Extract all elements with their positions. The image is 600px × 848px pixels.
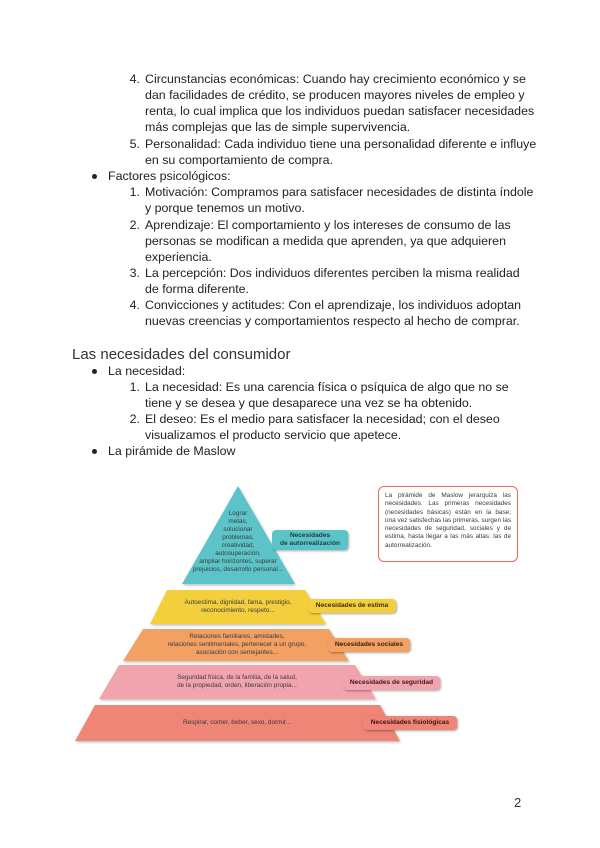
list-item-text: renta, lo cual implica que los individuos puedan satisfacer necesidades [145, 104, 535, 118]
section-heading: Las necesidades del consumidor [72, 346, 291, 363]
pyramid-note: La pirámide de Maslow jerarquiza las necesidades. Las primeras necesidades (necesidades básicas) están en la base; una vez satisfechas las primeras, surgen las necesidades de seguridad, sociales y de estima, hasta llegar a las más altas: las de autorrealización. [378, 486, 518, 562]
list-item-text: en su comportamiento de compra. [145, 153, 334, 167]
page-number: 2 [514, 795, 522, 810]
list-number: 1. [129, 380, 140, 394]
list-item-text: Convicciones y actitudes: Con el aprendizaje, los individuos adoptan [145, 298, 522, 312]
list-item-text: dan facilidades de crédito, se producen mayores niveles de empleo y [145, 88, 525, 102]
pyramid-text-fisiologicas: Respirar, comer, beber, sexo, dormir... [183, 719, 291, 726]
label-autorrealizacion: Necesidades de autorrealización [272, 530, 348, 550]
list-item-text: La necesidad: Es una carencia física o psíquica de algo que no se [145, 380, 509, 394]
list-item-text: de forma diferente. [145, 282, 250, 296]
list-item-text: Personalidad: Cada individuo tiene una personalidad diferente e influye [145, 137, 537, 151]
pyramid-text-autorrealizacion: Lograr metas, solucionar problemas, creatividad, autosuperación, ampliar horizontes, superar prejuicios, desarrollo personal... [192, 510, 284, 573]
list-number: 2. [129, 218, 140, 232]
list-item-text: Circunstancias económicas: Cuando hay crecimiento económico y se [145, 72, 526, 86]
list-item-text: experiencia. [145, 250, 212, 264]
list-item-text: La percepción: Dos individuos diferentes perciben la misma realidad [145, 266, 520, 280]
pyramid-text-seguridad: Seguridad física, de la familia, de la salud, de la propiedad, orden, liberación propia... [177, 674, 297, 689]
list-number: 2. [129, 412, 140, 426]
bullet-heading: Factores psicológicos: [108, 169, 231, 183]
list-item-text: personas se modifican a medida que aprenden, ya que adquieren [145, 234, 506, 248]
list-item-text: nuevas creencias y comportamientos respecto al hecho de comprar. [145, 314, 520, 328]
label-fisiologicas: Necesidades fisiológicas [363, 716, 457, 730]
label-estima: Necesidades de estima [308, 599, 396, 613]
list-item-text: visualizamos el producto servicio que apetece. [145, 428, 402, 442]
list-number: 4. [129, 72, 140, 86]
bullet-heading: La pirámide de Maslow [108, 444, 236, 458]
list-item-text: tiene y se desea y que desaparece una vez se ha obtenido. [145, 396, 473, 410]
list-item-text: y porque tenemos un motivo. [145, 201, 305, 215]
list-item-text: Motivación: Compramos para satisfacer necesidades de distinta índole [145, 185, 534, 199]
label-seguridad: Necesidades de seguridad [343, 676, 440, 690]
list-number: 5. [129, 137, 140, 151]
list-item-text: El deseo: Es el medio para satisfacer la necesidad; con el deseo [145, 412, 500, 426]
list-number: 4. [129, 298, 140, 312]
bullet-heading: La necesidad: [108, 364, 186, 378]
pyramid-text-estima: Autoestima, dignidad, fama, prestigio, reconocimiento, respeto... [184, 599, 292, 614]
list-number: 1. [129, 185, 140, 199]
label-sociales: Necesidades sociales [328, 638, 410, 652]
list-item-text: más complejas que las de simple supervivencia. [145, 120, 411, 134]
list-item-text: Aprendizaje: El comportamiento y los intereses de consumo de las [145, 218, 511, 232]
list-number: 3. [129, 266, 140, 280]
pyramid-text-sociales: Relaciones familiares, amistades, relaciones sentimentales, pertenecer a un grupo, asociación con semejantes... [167, 633, 307, 656]
